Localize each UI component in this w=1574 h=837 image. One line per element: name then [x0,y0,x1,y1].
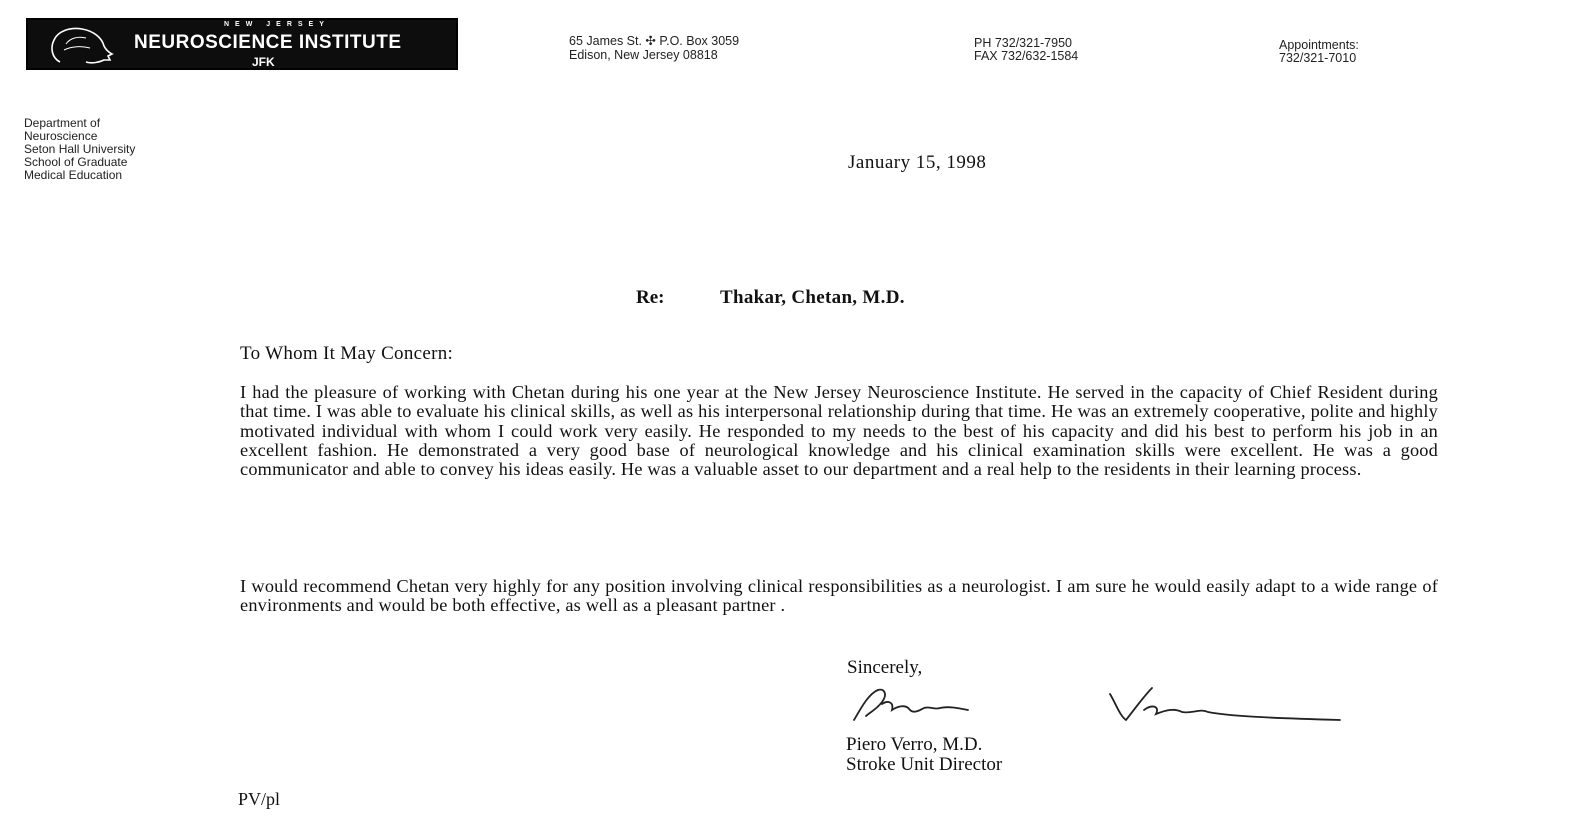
head-profile-icon [42,24,122,66]
address-line-1: 65 James St. ✣ P.O. Box 3059 [569,34,740,48]
department-line: Department of [24,116,101,130]
signer-name: Piero Verro, M.D. [846,734,983,755]
closing: Sincerely, [847,657,923,678]
body-paragraph-1: I had the pleasure of working with Chetan during his one year at the New Jersey Neuroscience Institute. He served in the capacity of Chief Resident during that time. I was able to evaluate his clinical skills, as well as his interpersonal relationship during that time. He was an extremely cooperative, polite and highly motivated individual with whom I could work very easily. He responded to my needs to the best of his capacity and did his best to perform his job in an excellent fashion. He demonstrated a very good base of neurological knowledge and his clinical examination skills were excellent. He was a good communicator and able to convey his ideas easily. He was a valuable asset to our department and a real help to the residents in their learning process. [240,382,1438,480]
address-line-2: Edison, New Jersey 08818 [569,48,718,62]
logo-state-text: NEW JERSEY [224,21,330,28]
institute-logo [26,18,458,70]
handwritten-signature [848,680,1348,730]
letter-date: January 15, 1998 [848,152,987,173]
re-subject-name: Thakar, Chetan, M.D. [720,287,905,308]
appointments-label: Appointments: [1279,38,1359,52]
department-line: Neuroscience [24,129,98,143]
salutation: To Whom It May Concern: [240,343,454,364]
logo-jfk-text: JFK [252,55,275,69]
typist-initials: PV/pl [238,789,281,809]
department-block [24,117,135,182]
appointments-phone: 732/321-7010 [1279,51,1357,65]
signer-title: Stroke Unit Director [846,754,1003,775]
department-line: School of Graduate [24,155,128,169]
department-line: Medical Education [24,168,123,182]
re-label: Re: [636,287,665,308]
fax-number: FAX 732/632-1584 [974,49,1079,63]
phone-number: PH 732/321-7950 [974,36,1072,50]
department-line: Seton Hall University [24,142,136,156]
logo-institute-text: NEUROSCIENCE INSTITUTE [134,32,402,53]
body-paragraph-2: I would recommend Chetan very highly for any position involving clinical responsibilities as a neurologist. I am sure he would easily adapt to a wide range of environments and would be both effective, as well as a pleasant partner . [240,576,1438,616]
